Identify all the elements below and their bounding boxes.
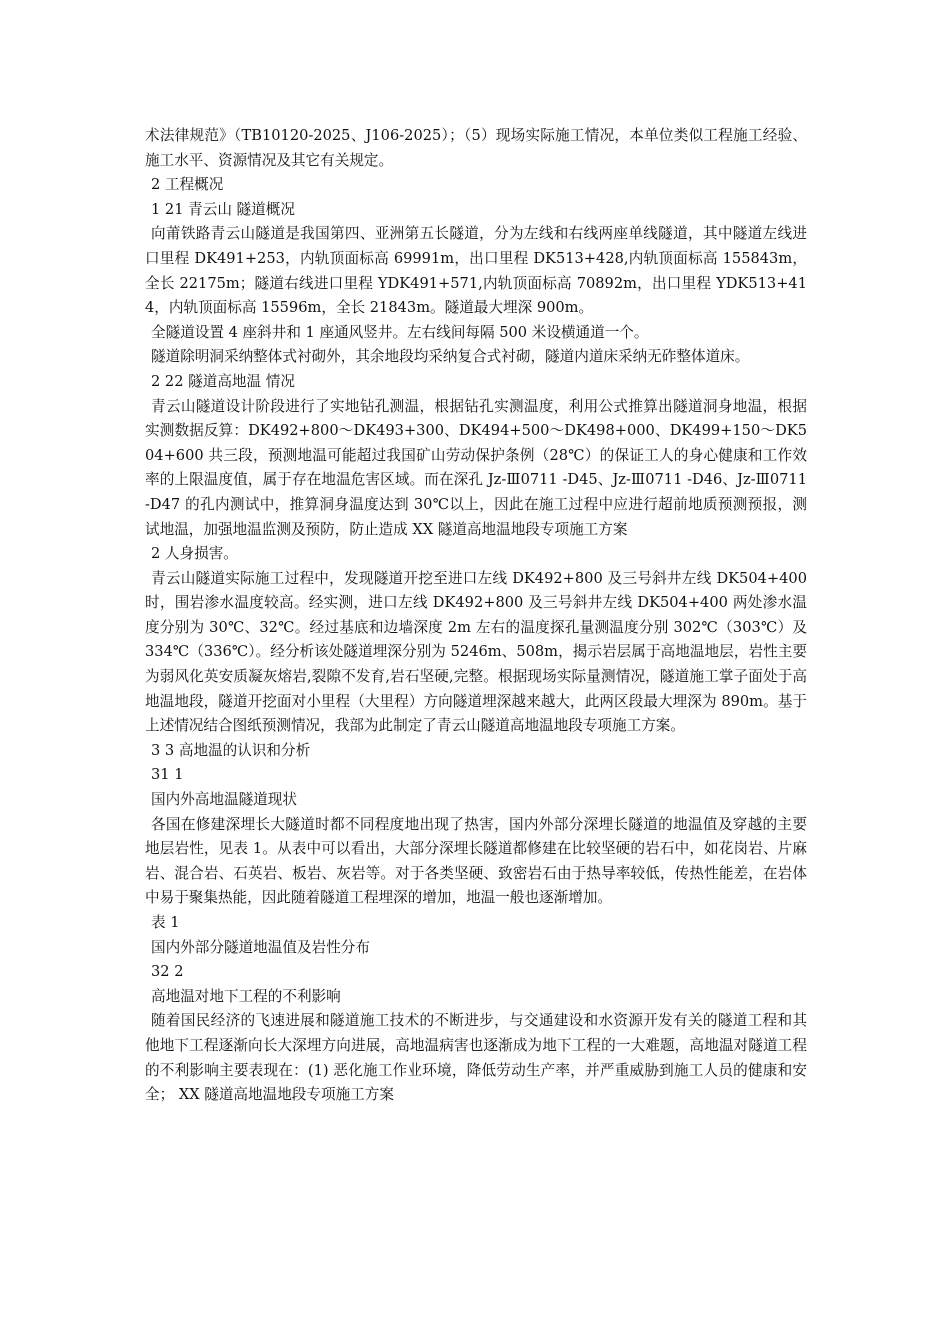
paragraph-adverse-effects: 随着国民经济的飞速进展和隧道施工技术的不断进步，与交通建设和水资源开发有关的隧道工程和其他地下工程逐渐向长大深埋方向进展，高地温病害也逐渐成为地下工程的一大难题，高地温对隧道工程的不利影响主要表现在：(1) 恶化施工作业环境，降低劳动生产率，并严重威胁到施工人员的健康和安全； XX 隧道高地温地段专项施工方案 (145, 1012, 807, 1104)
document-body (145, 124, 807, 1108)
paragraph-lining: 隧道除明洞采纳整体式衬砌外，其余地段均采纳复合式衬砌，隧道内道床采纳无砟整体道床。 (151, 348, 750, 366)
paragraph-personal-injury: 2 人身损害。 (151, 545, 238, 563)
heading-domestic-foreign-status: 国内外高地温隧道现状 (151, 791, 297, 809)
paragraph-standards-continued: 术法律规范》（TB10120-2025、J106-2025）；（5）现场实际施工情况，本单位类似工程施工经验、施工水平、资源情况及其它有关规定。 (145, 127, 807, 169)
paragraph-shafts: 全隧道设置 4 座斜井和 1 座通风竖井。左右线间每隔 500 米设横通道一个。 (151, 323, 649, 341)
heading-high-temperature: 2 22 隧道高地温 情况 (151, 372, 295, 390)
paragraph-temperature-measurement: 青云山隧道设计阶段进行了实地钻孔测温，根据钻孔实测温度，利用公式推算出隧道洞身地温，根据实测数据反算：DK492+800～DK493+300、DK494+500～DK498+000、DK499+150～DK504+600 共三段，预测地温可能超过我国矿山劳动保护条例（28℃）的保证工人的身心健康和工作效率的上限温度值，属于存在地温危害区域。而在深孔 Jz-Ⅲ0711 -D45、Jz-Ⅲ0711 -D46、Jz-Ⅲ0711 -D47 的孔内测试中，推算洞身温度达到 30℃以上，因此在施工过程中应进行超前地质预测预报，测试地温，加强地温监测及预防，防止造成 XX 隧道高地温地段专项施工方案 (145, 397, 807, 538)
heading-analysis: 3 3 高地温的认识和分析 (151, 741, 311, 759)
paragraph-construction-findings: 青云山隧道实际施工过程中，发现隧道开挖至进口左线 DK492+800 及三号斜井左线 DK504+400 时，围岩渗水温度较高。经实测，进口左线 DK492+800 及三号斜井左线 DK504+400 两处渗水温度分别为 30℃、32℃。经过基底和边墙深度 2m 左右的温度探孔量测温度分别 302℃（303℃）及 334℃（336℃）。经分析该处隧道埋深分别为 5246m、508m，揭示岩层属于高地温地层，岩性主要为弱风化英安质凝灰熔岩,裂隙不发育,岩石坚硬,完整。根据现场实际量测情况，隧道施工掌子面处于高地温地段，隧道开挖面对小里程（大里程）方向隧道埋深越来越大，此两区段最大埋深为 890m。基于上述情况结合图纸预测情况，我部为此制定了青云山隧道高地温地段专项施工方案。 (145, 569, 807, 735)
table-caption: 国内外部分隧道地温值及岩性分布 (151, 938, 370, 956)
paragraph-tunnel-description: 向莆铁路青云山隧道是我国第四、亚洲第五长隧道，分为左线和右线两座单线隧道，其中隧道左线进口里程 DK491+253，内轨顶面标高 69991m，出口里程 DK513+428,内轨顶面标高 155843m，全长 22175m；隧道右线进口里程 YDK491+571,内轨顶面标高 70892m，出口里程 YDK513+414，内轨顶面标高 15596m，全长 21843m。隧道最大埋深 900m。 (145, 225, 807, 317)
paragraph-deep-tunnels: 各国在修建深埋长大隧道时都不同程度地出现了热害，国内外部分深埋长隧道的地温值及穿越的主要地层岩性，见表 1。从表中可以看出，大部分深埋长隧道都修建在比较坚硬的岩石中，如花岗岩、片麻岩、混合岩、石英岩、板岩、灰岩等。对于各类坚硬、致密岩石由于热导率较低，传热性能差，在岩体中易于聚集热能，因此随着隧道工程埋深的增加，地温一般也逐渐增加。 (145, 815, 807, 907)
heading-section-number-1: 31 1 (151, 766, 184, 784)
heading-section-number-2: 32 2 (151, 963, 184, 981)
table-label: 表 1 (151, 914, 180, 931)
heading-adverse-effects: 高地温对地下工程的不利影响 (151, 987, 341, 1005)
heading-tunnel-overview: 1 21 青云山 隧道概况 (151, 200, 295, 218)
heading-project-overview: 2 工程概况 (151, 176, 224, 194)
